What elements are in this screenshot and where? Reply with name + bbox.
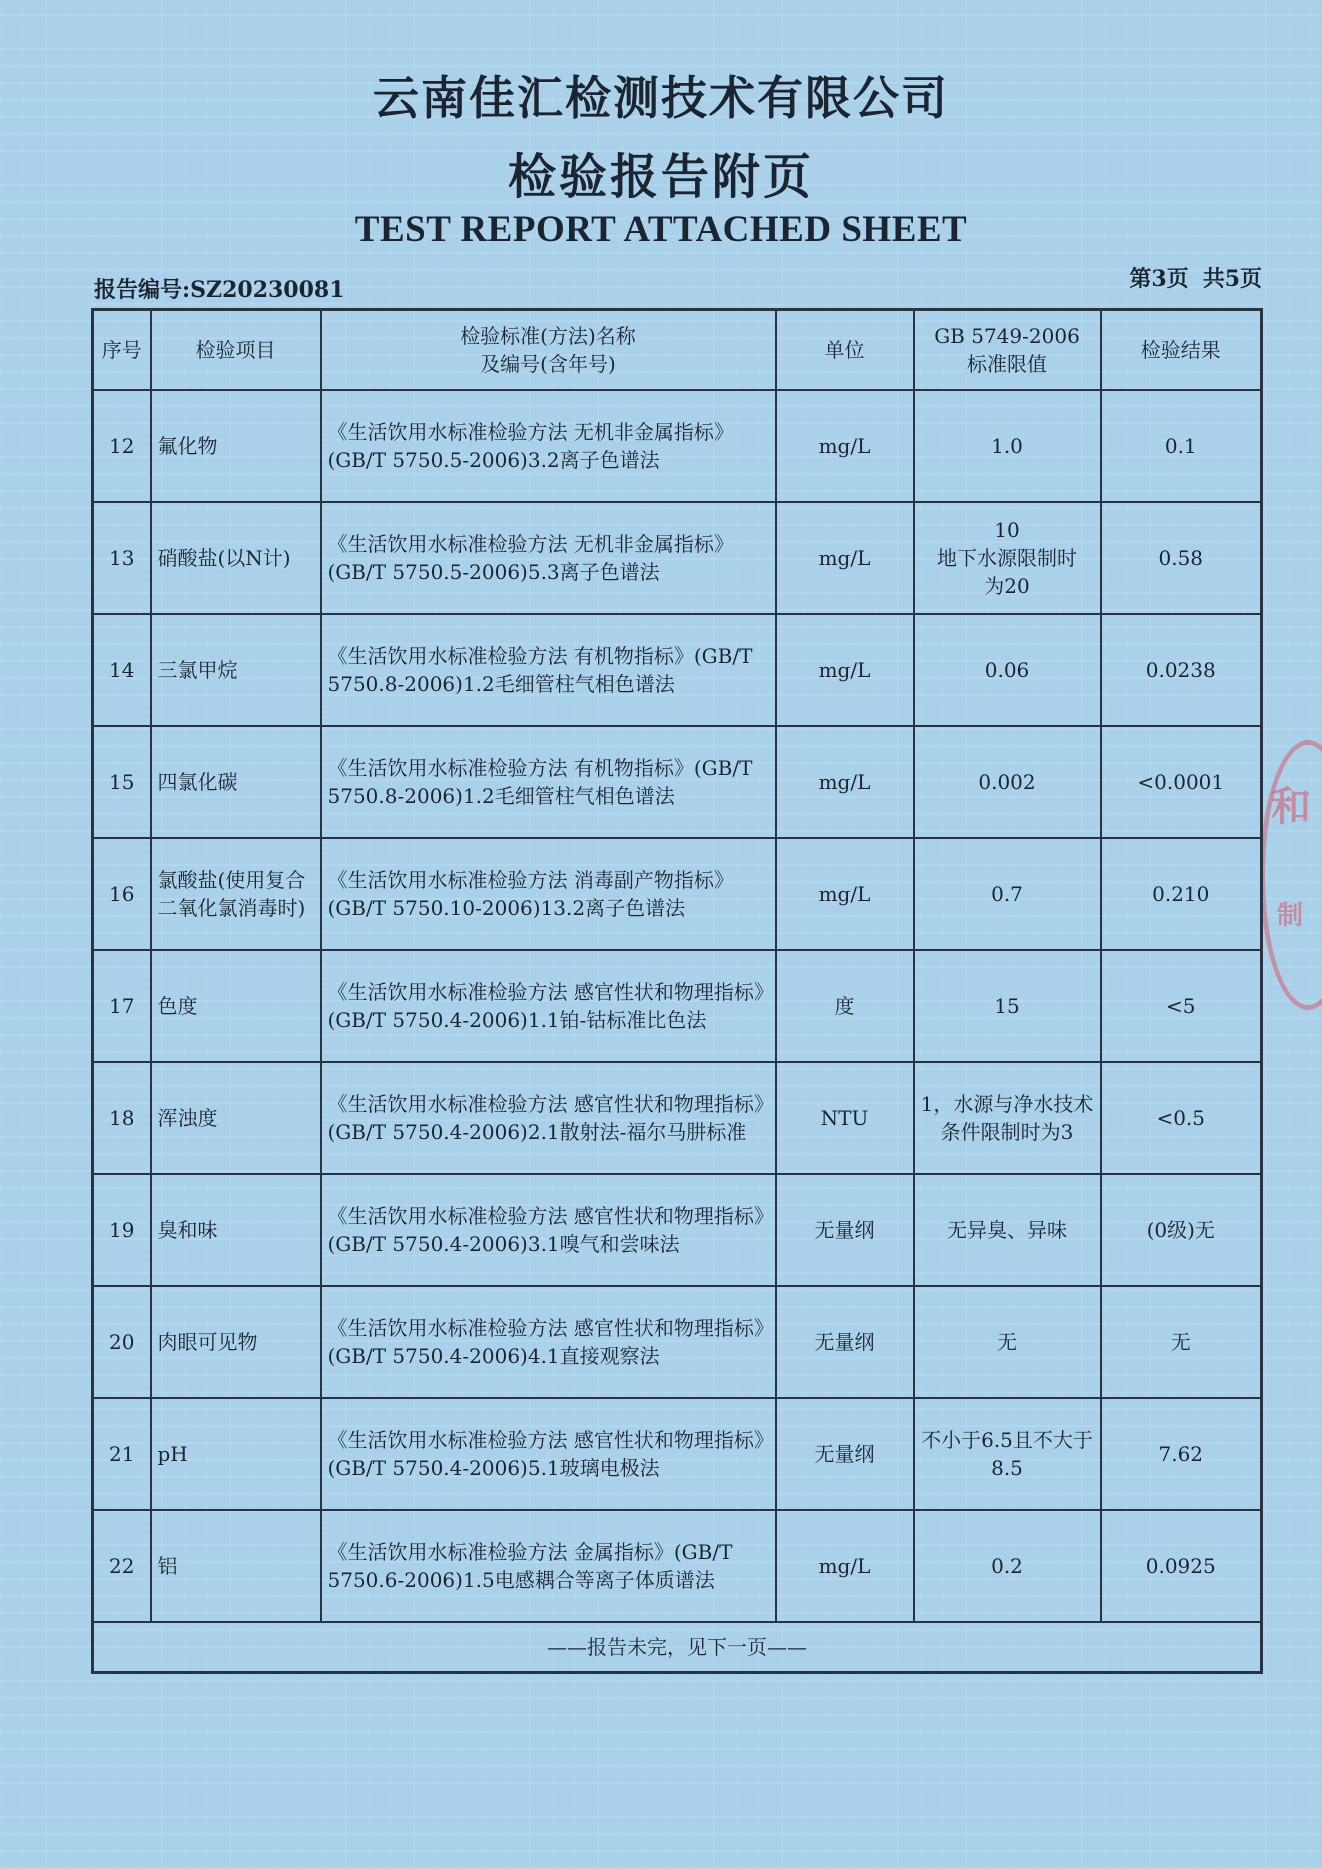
report-number-label: 报告编号:	[94, 277, 191, 303]
cell-unit: 无量纲	[776, 1174, 914, 1286]
company-name: 云南佳汇检测技术有限公司	[373, 71, 949, 125]
table-row	[93, 390, 1262, 502]
cell-method: 《生活饮用水标准检验方法 感官性状和物理指标》(GB/T 5750.4-2006)5.1玻璃电极法	[321, 1398, 776, 1510]
cell-no: 13	[93, 502, 151, 614]
cell-item: pH	[151, 1398, 321, 1510]
cell-unit: mg/L	[776, 1510, 914, 1622]
cell-limit: 0.06	[914, 614, 1101, 726]
cell-result: (0级)无	[1101, 1174, 1262, 1286]
cell-item: 氟化物	[151, 390, 321, 502]
cell-item: 臭和味	[151, 1174, 321, 1286]
header-unit: 单位	[776, 310, 914, 391]
cell-method: 《生活饮用水标准检验方法 感官性状和物理指标》(GB/T 5750.4-2006)3.1嗅气和尝味法	[321, 1174, 776, 1286]
red-seal-stamp	[1260, 740, 1322, 1010]
header-item: 检验项目	[151, 310, 321, 391]
page-total: 共5页	[1202, 266, 1262, 292]
header-result: 检验结果	[1101, 310, 1262, 391]
table-row	[93, 614, 1262, 726]
cell-item: 浑浊度	[151, 1062, 321, 1174]
cell-result: 无	[1101, 1286, 1262, 1398]
table-row	[93, 1398, 1262, 1510]
cell-result: <0.5	[1101, 1062, 1262, 1174]
cell-limit: 10 地下水源限制时 为20	[914, 502, 1101, 614]
cell-limit: 无	[914, 1286, 1101, 1398]
report-number-value: SZ20230081	[190, 277, 345, 303]
cell-unit: mg/L	[776, 614, 914, 726]
table-row	[93, 1286, 1262, 1398]
cell-item: 硝酸盐(以N计)	[151, 502, 321, 614]
cell-method: 《生活饮用水标准检验方法 有机物指标》(GB/T 5750.8-2006)1.2毛细管柱气相色谱法	[321, 614, 776, 726]
table-header-row	[93, 310, 1262, 391]
cell-method: 《生活饮用水标准检验方法 感官性状和物理指标》(GB/T 5750.4-2006)4.1直接观察法	[321, 1286, 776, 1398]
cell-limit: 1.0	[914, 390, 1101, 502]
cell-no: 15	[93, 726, 151, 838]
cell-unit: 度	[776, 950, 914, 1062]
cell-method: 《生活饮用水标准检验方法 有机物指标》(GB/T 5750.8-2006)1.2毛细管柱气相色谱法	[321, 726, 776, 838]
header-method: 检验标准(方法)名称 及编号(含年号)	[321, 310, 776, 391]
cell-result: 0.58	[1101, 502, 1262, 614]
table-row	[93, 726, 1262, 838]
cell-unit: 无量纲	[776, 1286, 914, 1398]
stamp-char-1: 和	[1271, 783, 1311, 830]
continuation-note: ——报告未完，见下一页——	[93, 1622, 1262, 1673]
cell-result: 7.62	[1101, 1398, 1262, 1510]
table-row	[93, 502, 1262, 614]
cell-item: 肉眼可见物	[151, 1286, 321, 1398]
cell-method: 《生活饮用水标准检验方法 感官性状和物理指标》(GB/T 5750.4-2006)2.1散射法-福尔马肼标准	[321, 1062, 776, 1174]
cell-method: 《生活饮用水标准检验方法 无机非金属指标》(GB/T 5750.5-2006)5.3离子色谱法	[321, 502, 776, 614]
table-row	[93, 1062, 1262, 1174]
cell-result: 0.210	[1101, 838, 1262, 950]
cell-method: 《生活饮用水标准检验方法 无机非金属指标》(GB/T 5750.5-2006)3.2离子色谱法	[321, 390, 776, 502]
cell-unit: mg/L	[776, 390, 914, 502]
cell-limit: 0.2	[914, 1510, 1101, 1622]
table-row	[93, 1510, 1262, 1622]
cell-limit: 15	[914, 950, 1101, 1062]
cell-no: 21	[93, 1398, 151, 1510]
cell-no: 17	[93, 950, 151, 1062]
cell-item: 三氯甲烷	[151, 614, 321, 726]
cell-no: 22	[93, 1510, 151, 1622]
header-no: 序号	[93, 310, 151, 391]
cell-result: <0.0001	[1101, 726, 1262, 838]
stamp-char-2: 制	[1277, 901, 1304, 931]
cell-item: 四氯化碳	[151, 726, 321, 838]
cell-result: 0.0238	[1101, 614, 1262, 726]
results-table	[91, 308, 1263, 1674]
table-body	[93, 390, 1262, 1673]
cell-no: 18	[93, 1062, 151, 1174]
cell-no: 12	[93, 390, 151, 502]
cell-item: 铝	[151, 1510, 321, 1622]
cell-item: 色度	[151, 950, 321, 1062]
table-row	[93, 1174, 1262, 1286]
cell-limit: 不小于6.5且不大于8.5	[914, 1398, 1101, 1510]
report-title-cn: 检验报告附页	[507, 149, 814, 205]
cell-unit: 无量纲	[776, 1398, 914, 1510]
page-current: 第3页	[1129, 266, 1189, 292]
header-limit: GB 5749-2006 标准限值	[914, 310, 1101, 391]
cell-no: 19	[93, 1174, 151, 1286]
cell-result: 0.0925	[1101, 1510, 1262, 1622]
cell-limit: 1，水源与净水技术条件限制时为3	[914, 1062, 1101, 1174]
cell-no: 14	[93, 614, 151, 726]
cell-limit: 0.7	[914, 838, 1101, 950]
cell-limit: 0.002	[914, 726, 1101, 838]
page-indicator	[1129, 262, 1262, 293]
cell-method: 《生活饮用水标准检验方法 消毒副产物指标》(GB/T 5750.10-2006)13.2离子色谱法	[321, 838, 776, 950]
cell-unit: mg/L	[776, 726, 914, 838]
report-number	[94, 273, 345, 304]
cell-item: 氯酸盐(使用复合二氧化氯消毒时)	[151, 838, 321, 950]
cell-result: <5	[1101, 950, 1262, 1062]
cell-no: 20	[93, 1286, 151, 1398]
cell-method: 《生活饮用水标准检验方法 金属指标》(GB/T 5750.6-2006)1.5电感耦合等离子体质谱法	[321, 1510, 776, 1622]
cell-result: 0.1	[1101, 390, 1262, 502]
table-row	[93, 838, 1262, 950]
cell-limit: 无异臭、异味	[914, 1174, 1101, 1286]
cell-no: 16	[93, 838, 151, 950]
cell-unit: mg/L	[776, 502, 914, 614]
cell-unit: mg/L	[776, 838, 914, 950]
table-row	[93, 950, 1262, 1062]
table-footer-row	[93, 1622, 1262, 1673]
cell-method: 《生活饮用水标准检验方法 感官性状和物理指标》(GB/T 5750.4-2006)1.1铂-钴标准比色法	[321, 950, 776, 1062]
cell-unit: NTU	[776, 1062, 914, 1174]
report-title-en: TEST REPORT ATTACHED SHEET	[354, 209, 968, 250]
